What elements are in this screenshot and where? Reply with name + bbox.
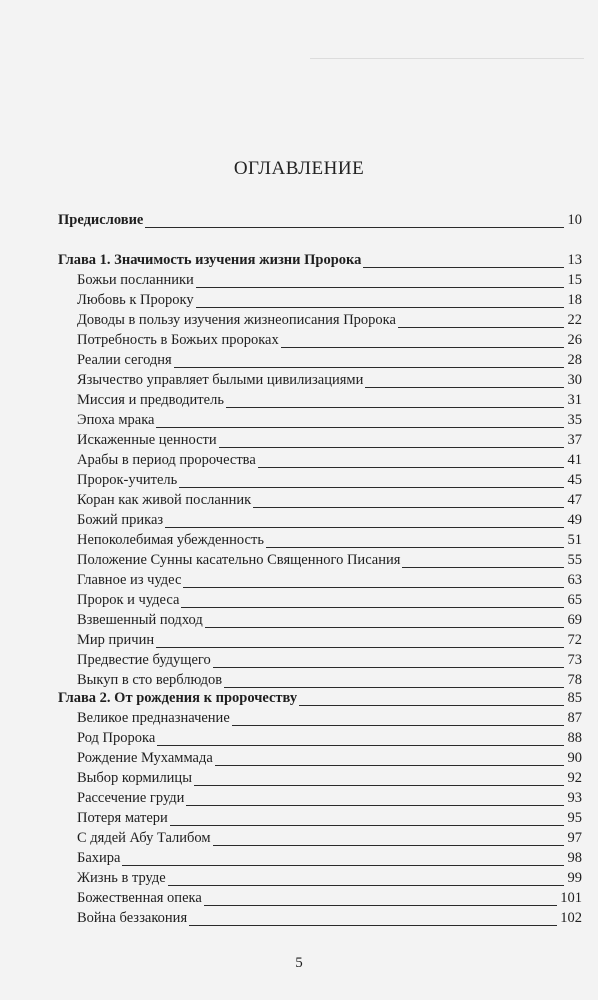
toc-page-number: 73 (567, 652, 582, 668)
toc-entry (0, 908, 582, 928)
toc-page-number: 102 (560, 910, 582, 926)
toc-page-number: 22 (567, 312, 582, 328)
page-number: 5 (295, 955, 303, 971)
toc-page-number: 37 (567, 432, 582, 448)
toc-page-number: 90 (567, 750, 582, 766)
toc-page-number: 95 (567, 810, 582, 826)
leader-line (156, 427, 564, 428)
leader-line (156, 647, 564, 648)
leader-line (196, 287, 564, 288)
toc-entry-label: Потеря матери (77, 810, 168, 826)
toc-entry-label: Взвешенный подход (77, 612, 203, 628)
toc-entry (0, 570, 582, 590)
toc-entry (0, 788, 582, 808)
toc-page-number: 99 (567, 870, 582, 886)
toc-entry (0, 848, 582, 868)
toc-page-number: 45 (567, 472, 582, 488)
leader-line (170, 825, 564, 826)
toc-page-number: 15 (567, 272, 582, 288)
toc-page-number: 26 (567, 332, 582, 348)
toc-entry (0, 808, 582, 828)
leader-line (365, 387, 564, 388)
leader-line (226, 407, 564, 408)
toc-entry-label: Выбор кормилицы (77, 770, 192, 786)
leader-line (122, 865, 564, 866)
toc-chapter (0, 250, 582, 270)
toc-entry-label: Божественная опека (77, 890, 202, 906)
page-title: ОГЛАВЛЕНИЕ (233, 158, 365, 179)
toc-entry (0, 650, 582, 670)
toc-entry (0, 630, 582, 650)
toc-chapter (0, 688, 582, 708)
toc-entry-label: Пророк и чудеса (77, 592, 180, 608)
toc-entry (0, 888, 582, 908)
leader-line (196, 307, 564, 308)
toc-entry-label: Рассечение груди (77, 790, 185, 806)
leader-line (205, 627, 564, 628)
toc-entry-label: Искаженные ценности (77, 432, 217, 448)
leader-line (145, 227, 564, 228)
leader-line (168, 885, 564, 886)
toc-chapter (0, 210, 582, 230)
toc-entry (0, 590, 582, 610)
leader-line (253, 507, 564, 508)
toc-entry (0, 310, 582, 330)
leader-line (258, 467, 564, 468)
toc-entry-label: Эпоха мрака (77, 412, 155, 428)
toc-entry-label: Арабы в период пророчества (77, 452, 256, 468)
toc-entry (0, 450, 582, 470)
leader-line (215, 765, 564, 766)
toc-entry-label: Предисловие (58, 212, 144, 228)
toc-entry (0, 510, 582, 530)
toc-entry-label: Выкуп в сто верблюдов (77, 672, 223, 688)
toc-entry-label: Глава 1. Значимость изучения жизни Пророка (58, 252, 362, 268)
toc-entry-label: Рождение Мухаммада (77, 750, 213, 766)
toc-entry (0, 748, 582, 768)
toc-entry (0, 330, 582, 350)
toc-page-number: 10 (567, 212, 582, 228)
toc-page-number: 63 (567, 572, 582, 588)
toc-entry-label: С дядей Абу Талибом (77, 830, 211, 846)
toc-entry (0, 708, 582, 728)
toc-entry (0, 410, 582, 430)
toc-page-number: 55 (567, 552, 582, 568)
leader-line (165, 527, 564, 528)
toc-page-number: 97 (567, 830, 582, 846)
toc-page-number: 35 (567, 412, 582, 428)
leader-line (189, 925, 557, 926)
toc-entry (0, 530, 582, 550)
leader-line (363, 267, 564, 268)
toc-page-number: 87 (567, 710, 582, 726)
toc-entry-label: Великое предназначение (77, 710, 230, 726)
toc-entry-label: Пророк-учитель (77, 472, 178, 488)
leader-line (194, 785, 564, 786)
toc-page-number: 30 (567, 372, 582, 388)
toc-entry-label: Потребность в Божьих пророках (77, 332, 279, 348)
toc-page-number: 85 (567, 690, 582, 706)
toc-entry-label: Божьи посланники (77, 272, 194, 288)
leader-line (219, 447, 564, 448)
toc-entry (0, 270, 582, 290)
leader-line (266, 547, 564, 548)
toc-page-number: 69 (567, 612, 582, 628)
leader-line (179, 487, 564, 488)
toc-page-number: 18 (567, 292, 582, 308)
toc-entry-label: Доводы в пользу изучения жизнеописания Пророка (77, 312, 396, 328)
leader-line (213, 845, 564, 846)
toc-page-number: 93 (567, 790, 582, 806)
leader-line (157, 745, 564, 746)
toc-entry (0, 868, 582, 888)
bleed-through-rule (310, 58, 584, 59)
toc-entry (0, 610, 582, 630)
leader-line (204, 905, 557, 906)
toc-page-number: 98 (567, 850, 582, 866)
toc-page-number: 28 (567, 352, 582, 368)
toc-entry (0, 430, 582, 450)
leader-line (281, 347, 564, 348)
toc-entry (0, 470, 582, 490)
leader-line (186, 805, 564, 806)
leader-line (183, 587, 564, 588)
toc-page-number: 101 (560, 890, 582, 906)
toc-page-number: 31 (567, 392, 582, 408)
toc-entry (0, 550, 582, 570)
toc-entry-label: Бахира (77, 850, 121, 866)
toc-entry (0, 390, 582, 410)
leader-line (174, 367, 564, 368)
toc-entry (0, 490, 582, 510)
toc-entry (0, 350, 582, 370)
toc-page-number: 65 (567, 592, 582, 608)
toc-entry-label: Род Пророка (77, 730, 156, 746)
toc-entry (0, 828, 582, 848)
toc-entry (0, 728, 582, 748)
toc-entry-label: Глава 2. От рождения к пророчеству (58, 690, 298, 706)
leader-line (299, 705, 564, 706)
toc-entry-label: Миссия и предводитель (77, 392, 224, 408)
toc-page-number: 47 (567, 492, 582, 508)
toc-entry-label: Мир причин (77, 632, 155, 648)
toc-entry-label: Коран как живой посланник (77, 492, 252, 508)
toc-entry (0, 670, 582, 690)
leader-line (213, 667, 564, 668)
toc-page-number: 13 (567, 252, 582, 268)
leader-line (232, 725, 564, 726)
toc-page-number: 78 (567, 672, 582, 688)
toc-entry (0, 370, 582, 390)
toc-entry-label: Предвестие будущего (77, 652, 211, 668)
toc-entry (0, 768, 582, 788)
toc-entry-label: Божий приказ (77, 512, 164, 528)
leader-line (181, 607, 564, 608)
toc-entry (0, 290, 582, 310)
toc-page-number: 41 (567, 452, 582, 468)
toc-page-number: 88 (567, 730, 582, 746)
toc-page-number: 92 (567, 770, 582, 786)
toc-entry-label: Непоколебимая убежденность (77, 532, 264, 548)
toc-entry-label: Любовь к Пророку (77, 292, 194, 308)
toc-entry-label: Язычество управляет былыми цивилизациями (77, 372, 364, 388)
toc-page-number: 49 (567, 512, 582, 528)
toc-entry-label: Война беззакония (77, 910, 188, 926)
toc-entry-label: Реалии сегодня (77, 352, 172, 368)
toc-page-number: 51 (567, 532, 582, 548)
toc-entry-label: Положение Сунны касательно Священного Писания (77, 552, 401, 568)
toc-page-number: 72 (567, 632, 582, 648)
toc-entry-label: Жизнь в труде (77, 870, 166, 886)
toc-entry-label: Главное из чудес (77, 572, 182, 588)
